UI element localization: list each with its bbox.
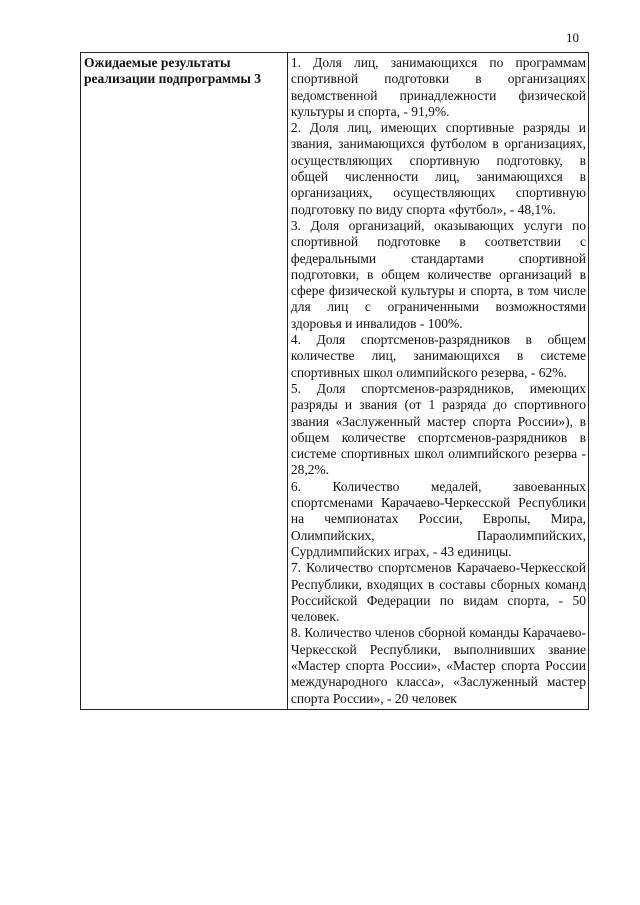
results-table bbox=[80, 52, 589, 710]
page-number: 10 bbox=[566, 30, 579, 45]
result-item-2: 2. Доля лиц, имеющих спортивные разряды и звания, занимающихся футболом в организациях, осуществляющих спортивную подготовку, в общей численности лиц, занимающихся в организациях, осуществляющих спортивную подготовку по виду спорта «футбол», - 48,1%. bbox=[290, 120, 586, 217]
result-item-3: 3. Доля организаций, оказывающих услуги по спортивной подготовке в соответствии с федеральными стандартами спортивной подготовки, в общем количестве организаций в сфере физической культуры и спорта, в том числе для лиц с ограниченными возможностями здоровья и инвалидов - 100%. bbox=[290, 217, 586, 331]
result-item-7: 7. Количество спортсменов Карачаево-Черкесской Республики, входящих в составы сборных команд Российской Федерации по видам спорта, - 50 человек. bbox=[290, 560, 586, 625]
result-item-4: 4. Доля спортсменов-разрядников в общем количестве лиц, занимающихся в системе спортивных школ олимпийского резерва, - 62%. bbox=[290, 332, 586, 380]
result-item-1: 1. Доля лиц, занимающихся по программам спортивной подготовки в организациях ведомственной принадлежности физической культуры и спорта, - 91,9%. bbox=[290, 55, 586, 119]
result-item-5: 5. Доля спортсменов-разрядников, имеющих разряды и звания (от 1 разряда до спортивного звания «Заслуженный мастер спорта России»), в общем количестве спортсменов-разрядников в системе спортивных школ олимпийского резерва - 28,2%. bbox=[290, 380, 586, 478]
result-item-8: 8. Количество членов сборной команды Карачаево-Черкесской Республики, выполнивших звание «Мастер спорта России», «Мастер спорта России международного класса», «Заслуженный мастер спорта России», - 20 человек bbox=[290, 625, 586, 706]
row-label: Ожидаемые результаты реализации подпрограммы 3 bbox=[81, 53, 288, 710]
result-item-6: 6. Количество медалей, завоеванных спортсменами Карачаево-Черкесской Республики на чемпионатах России, Европы, Мира, Олимпийских, Параолимпийских, Сурдлимпийских играх, - 43 единицы. bbox=[290, 478, 586, 559]
table-row bbox=[81, 53, 589, 710]
row-content bbox=[287, 53, 588, 710]
